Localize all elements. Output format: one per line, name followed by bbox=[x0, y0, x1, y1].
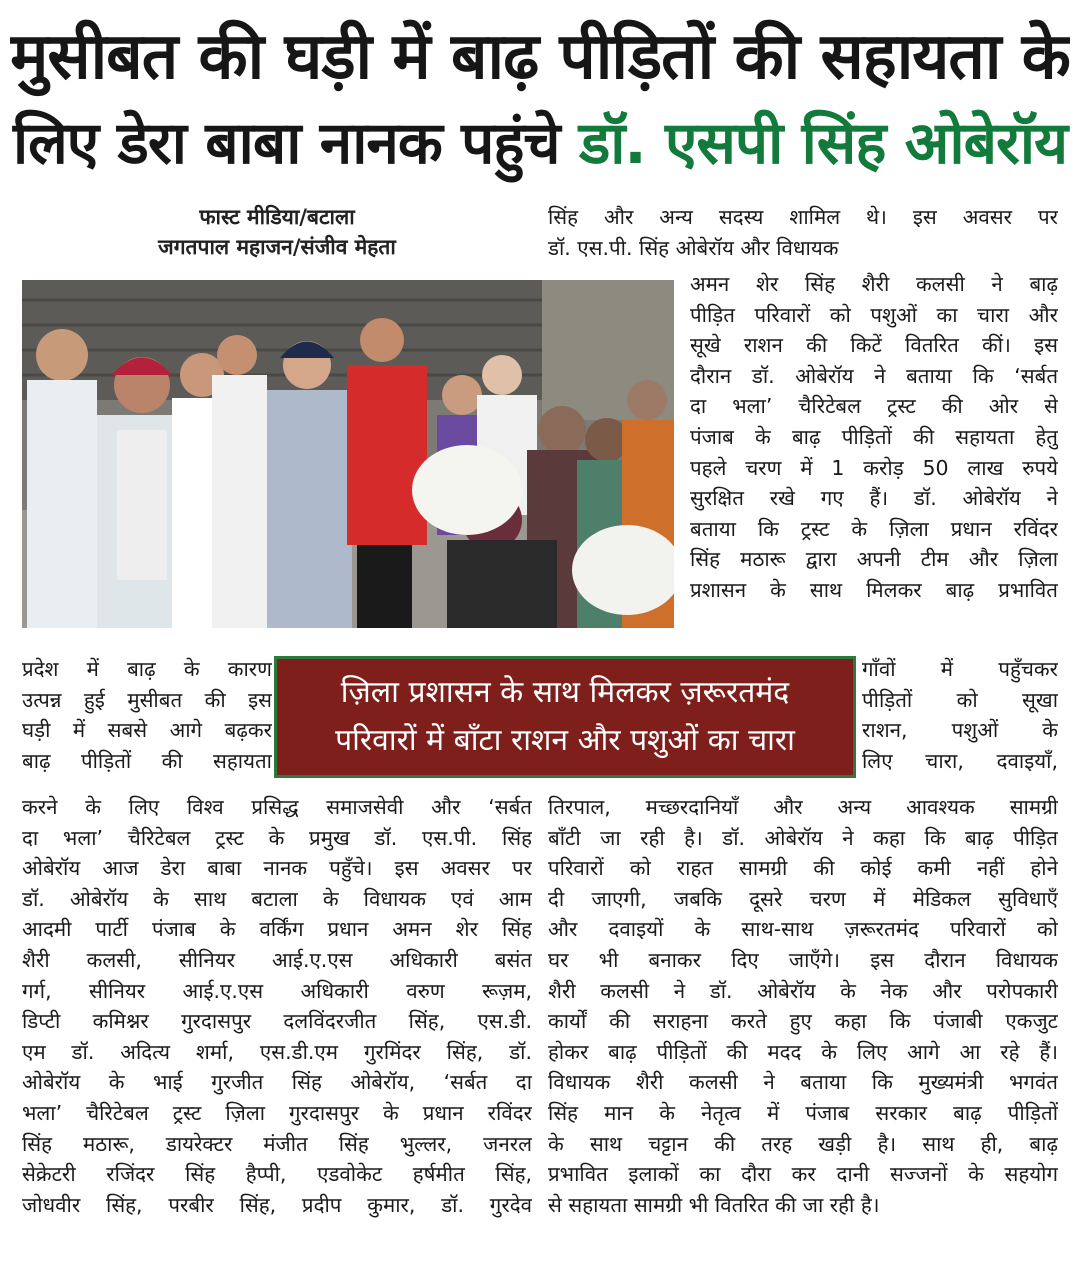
paragraph-line: घड़ी में सबसे आगे बढ़कर bbox=[22, 718, 272, 743]
paragraph-line: एम डॉ. अदित्य शर्मा, एस.डी.एम गुरमिंदर सिंह, डॉ. bbox=[22, 1039, 532, 1064]
paragraph-line: उत्पन्न हुई मुसीबत की इस bbox=[22, 687, 272, 712]
column-right-beside-photo bbox=[690, 269, 1058, 606]
news-photo-illustration bbox=[22, 280, 674, 628]
paragraph-line: सिंह मान के नेतृत्व में पंजाब सरकार बाढ़ पीड़ितों bbox=[548, 1100, 1058, 1125]
paragraph-line: विधायक शैरी कलसी ने बताया कि मुख्यमंत्री भगवंत bbox=[548, 1070, 1058, 1095]
paragraph-line: भला’ चैरिटेबल ट्रस्ट ज़िला गुरदासपुर के प्रधान रविंदर bbox=[22, 1100, 532, 1125]
headline-line-1: मुसीबत की घड़ी में बाढ़ पीड़ितों की सहायता के bbox=[10, 20, 1070, 94]
paragraph-line: गाँवों में पहुँचकर bbox=[862, 657, 1058, 681]
paragraph-line: सिंह मठारू, डायरेक्टर मंजीत सिंह भुल्लर, जनरल bbox=[22, 1131, 532, 1156]
paragraph-line: सेक्रेटरी रजिंदर सिंह हैप्पी, एडवोकेट हर्षमीत सिंह, bbox=[22, 1162, 532, 1187]
paragraph-line: पीड़ितों को सूखा bbox=[862, 687, 1058, 712]
paragraph-line: बाँटी जा रही है। डॉ. ओबेरॉय ने कहा कि बाढ़ पीड़ित bbox=[548, 825, 1058, 850]
paragraph-line: दा भला’ चैरिटेबल ट्रस्ट की ओर से bbox=[690, 394, 1058, 419]
paragraph-line: राशन, पशुओं के bbox=[862, 718, 1058, 743]
paragraph-line: परिवारों को राहत सामग्री की कोई कमी नहीं होने bbox=[548, 856, 1058, 881]
byline-agency: फास्ट मीडिया/बटाला bbox=[199, 205, 355, 229]
paragraph-line: से सहायता सामग्री भी वितरित की जा रही है। bbox=[548, 1192, 880, 1217]
paragraph-line: शैरी कलसी, सीनियर आई.ए.एस अधिकारी बसंत bbox=[22, 947, 532, 972]
column-right-top bbox=[548, 202, 1058, 263]
column-left-bottom bbox=[22, 792, 532, 1220]
paragraph-line: दौरान डॉ. ओबेरॉय ने बताया कि ‘सर्बत bbox=[690, 363, 1058, 388]
highlight-line-2: परिवारों में बाँटा राशन और पशुओं का चारा bbox=[335, 723, 795, 758]
paragraph-line: और दवाइयों के साथ-साथ ज़रूरतमंद परिवारों को bbox=[548, 917, 1058, 942]
paragraph-line: सिंह और अन्य सदस्य शामिल थे। इस अवसर पर bbox=[548, 205, 1058, 229]
paragraph-line: डॉ. एस.पी. सिंह ओबेरॉय और विधायक bbox=[548, 235, 839, 260]
paragraph-line: जोधवीर सिंह, परबीर सिंह, प्रदीप कुमार, डॉ. गुरदेव bbox=[22, 1192, 532, 1217]
paragraph-line: डॉ. ओबेरॉय के साथ बटाला के विधायक एवं आम bbox=[22, 886, 532, 911]
paragraph-line: प्रशासन के साथ मिलकर बाढ़ प्रभावित bbox=[690, 577, 1058, 602]
column-right-bottom bbox=[548, 792, 1058, 1220]
paragraph-line: होकर बाढ़ पीड़ितों की मदद के लिए आगे आ रहे हैं। bbox=[548, 1039, 1058, 1064]
headline-line-2-green: डॉ. एसपी सिंह ओबेरॉय bbox=[578, 109, 1068, 177]
paragraph-line: पहले चरण में 1 करोड़ 50 लाख रुपये bbox=[690, 455, 1058, 480]
paragraph-line: बताया कि ट्रस्ट के ज़िला प्रधान रविंदर bbox=[690, 516, 1058, 541]
paragraph-line: सुरक्षित रखे गए हैं। डॉ. ओबेरॉय ने bbox=[690, 486, 1058, 511]
paragraph-line: गर्ग, सीनियर आई.ए.एस अधिकारी वरुण रूज़म, bbox=[22, 978, 532, 1003]
paragraph-line: पंजाब के बाढ़ पीड़ितों की सहायता हेतु bbox=[690, 424, 1058, 449]
news-photo bbox=[22, 280, 674, 628]
paragraph-line: कार्यों की सराहना करते हुए कहा कि पंजाबी एकजुट bbox=[548, 1009, 1058, 1034]
highlight-box bbox=[274, 656, 856, 778]
paragraph-line: आदमी पार्टी पंजाब के वर्किंग प्रधान अमन शेर सिंह bbox=[22, 917, 532, 942]
headline-line-2-black: लिए डेरा बाबा नानक पहुंचे bbox=[12, 109, 560, 177]
byline-reporters: जगतपाल महाजन/संजीव मेहता bbox=[158, 235, 396, 259]
paragraph-line: करने के लिए विश्व प्रसिद्ध समाजसेवी और ‘सर्बत bbox=[22, 795, 532, 819]
paragraph-line: तिरपाल, मच्छरदानियाँ और अन्य आवश्यक सामग्री bbox=[548, 795, 1058, 819]
paragraph-line: शैरी कलसी ने डॉ. ओबेरॉय के नेक और परोपकारी bbox=[548, 978, 1058, 1003]
paragraph-line: प्रभावित इलाकों का दौरा कर दानी सज्जनों के सहयोग bbox=[548, 1162, 1058, 1187]
column-left-mid bbox=[22, 654, 272, 776]
paragraph-line: ओबेरॉय आज डेरा बाबा नानक पहुँचे। इस अवसर पर bbox=[22, 856, 532, 881]
highlight-line-1: ज़िला प्रशासन के साथ मिलकर ज़रूरतमंद bbox=[340, 675, 790, 710]
paragraph-line: अमन शेर सिंह शैरी कलसी ने बाढ़ bbox=[690, 272, 1058, 296]
paragraph-line: घर भी बनाकर दिए जाएँगे। इस दौरान विधायक bbox=[548, 947, 1058, 972]
paragraph-line: बाढ़ पीड़ितों की सहायता bbox=[22, 748, 272, 773]
paragraph-line: डिप्टी कमिश्नर गुरदासपुर दलविंदरजीत सिंह, एस.डी. bbox=[22, 1009, 532, 1034]
paragraph-line: ओबेरॉय के भाई गुरजीत सिंह ओबेरॉय, ‘सर्बत दा bbox=[22, 1070, 532, 1095]
headline-line-2 bbox=[10, 100, 1070, 186]
paragraph-line: दी जाएगी, जबकि दूसरे चरण में मेडिकल सुविधाएँ bbox=[548, 886, 1058, 911]
paragraph-line: दा भला’ चैरिटेबल ट्रस्ट के प्रमुख डॉ. एस.पी. सिंह bbox=[22, 825, 532, 850]
paragraph-line: लिए चारा, दवाइयाँ, bbox=[862, 748, 1058, 773]
paragraph-line: पीड़ित परिवारों को पशुओं का चारा और bbox=[690, 302, 1058, 327]
paragraph-line: सूखे राशन की किटें वितरित कीं। इस bbox=[690, 333, 1058, 358]
paragraph-line: प्रदेश में बाढ़ के कारण bbox=[22, 657, 272, 681]
column-right-mid bbox=[862, 654, 1058, 776]
paragraph-line: के साथ चट्टान की तरह खड़ी है। साथ ही, बाढ़ bbox=[548, 1131, 1058, 1156]
paragraph-line: सिंह मठारू द्वारा अपनी टीम और ज़िला bbox=[690, 547, 1058, 572]
